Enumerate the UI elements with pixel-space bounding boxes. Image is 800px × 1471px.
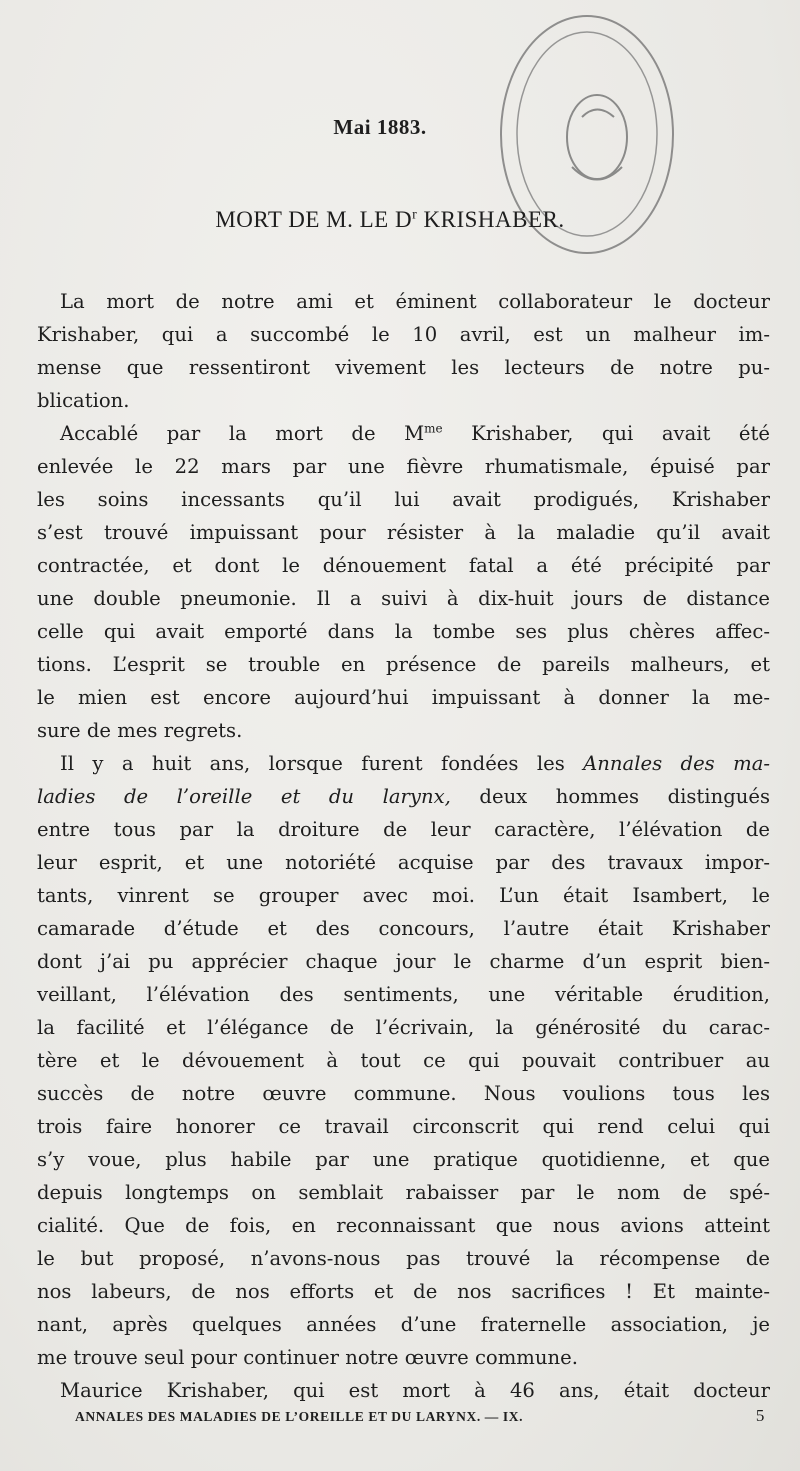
text-line: enlevée le 22 mars par une fièvre rhumatismale, épuisé par [37, 455, 770, 478]
text-sup: me [424, 421, 443, 436]
title-text: MORT DE M. LE D [215, 207, 413, 232]
text-line: mense que ressentiront vivement les lecteurs de notre pu- [37, 356, 770, 379]
page-number: 5 [755, 1406, 765, 1425]
text-line: nant, après quelques années d’une fraternelle association, je [37, 1313, 770, 1336]
paragraph-1 [37, 285, 770, 417]
text-line: nos labeurs, de nos efforts et de nos sacrifices ! Et mainte- [37, 1280, 770, 1303]
page-footer [75, 1406, 765, 1425]
text-line: me trouve seul pour continuer notre œuvre commune. [37, 1346, 578, 1369]
text-span: Il y a huit ans, lorsque furent fondées les [60, 752, 584, 775]
running-title: ANNALES DES MALADIES DE L’OREILLE ET DU LARYNX. — IX. [75, 1409, 524, 1424]
text-line: Krishaber, qui a succombé le 10 avril, est un malheur im- [37, 323, 770, 346]
text-line: la facilité et l’élégance de l’écrivain, la générosité du carac- [37, 1016, 770, 1039]
journal-title-italic: ladies de l’oreille et du larynx, [37, 785, 451, 808]
text-line: entre tous par la droiture de leur caractère, l’élévation de [37, 818, 770, 841]
text-line: tère et le dévouement à tout ce qui pouvait contribuer au [37, 1049, 770, 1072]
text-line: les soins incessants qu’il lui avait prodigués, Krishaber [37, 488, 770, 511]
text-line: Maurice Krishaber, qui est mort à 46 ans, était docteur [60, 1379, 770, 1402]
text-line: s’est trouvé impuissant pour résister à la maladie qu’il avait [37, 521, 770, 544]
text-line [37, 780, 770, 813]
paragraph-4 [37, 1374, 770, 1407]
header-date: Mai 1883. [333, 115, 427, 139]
text-line: succès de notre œuvre commune. Nous voulions tous les [37, 1082, 770, 1105]
text-line: le mien est encore aujourd’hui impuissant à donner la me- [37, 686, 770, 709]
article-title [0, 207, 780, 233]
text-line: blication. [37, 389, 130, 412]
text-line: celle qui avait emporté dans la tombe ses plus chères affec- [37, 620, 770, 643]
text-line: tants, vinrent se grouper avec moi. L’un était Isambert, le [37, 884, 770, 907]
text-line: contractée, et dont le dénouement fatal a été précipité par [37, 554, 770, 577]
text-line: cialité. Que de fois, en reconnaissant que nous avions atteint [37, 1214, 770, 1237]
journal-title-italic: Annales des ma- [583, 752, 770, 775]
text-line: s’y voue, plus habile par une pratique quotidienne, et que [37, 1148, 770, 1171]
text-span: Krishaber, qui avait été [442, 422, 771, 445]
title-name: KRISHABER. [417, 207, 565, 232]
text-line: camarade d’étude et des concours, l’autre était Krishaber [37, 917, 770, 940]
text-line: La mort de notre ami et éminent collaborateur le docteur [60, 290, 770, 313]
text-line: le but proposé, n’avons-nous pas trouvé la récompense de [37, 1247, 770, 1270]
paragraph-3 [37, 747, 770, 1374]
text-line [37, 417, 770, 450]
title-sup: r [412, 207, 418, 223]
article-body [37, 285, 770, 1407]
text-line [37, 747, 770, 780]
text-line: depuis longtemps on semblait rabaisser par le nom de spé- [37, 1181, 770, 1204]
text-line: veillant, l’élévation des sentiments, une véritable érudition, [37, 983, 770, 1006]
text-line: une double pneumonie. Il a suivi à dix-huit jours de distance [37, 587, 770, 610]
text-line: trois faire honorer ce travail circonscrit qui rend celui qui [37, 1115, 770, 1138]
text-line: leur esprit, et une notoriété acquise par des travaux impor- [37, 851, 770, 874]
text-line: tions. L’esprit se trouble en présence de pareils malheurs, et [37, 653, 770, 676]
text-span: deux hommes distingués [450, 785, 771, 808]
text-line: dont j’ai pu apprécier chaque jour le charme d’un esprit bien- [37, 950, 770, 973]
paragraph-2 [37, 417, 770, 747]
text-line: sure de mes regrets. [37, 719, 243, 742]
text-span: Accablé par la mort de M [60, 422, 425, 445]
